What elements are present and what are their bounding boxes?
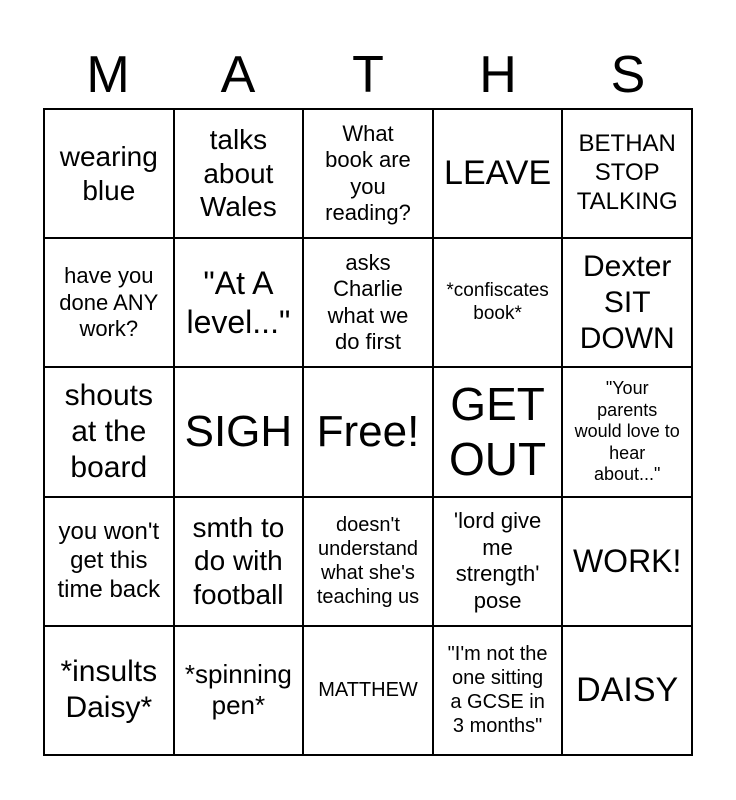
bingo-cell-label: Dexter SIT DOWN [579,249,675,355]
bingo-cell-label: DAISY [576,670,679,709]
bingo-cell-label: asks Charlie what we do first [327,250,409,355]
bingo-cell-label: LEAVE [444,154,552,193]
bingo-cell-r1c5[interactable] [562,109,692,238]
header-letter-m: M [86,46,130,104]
bingo-cell-r5c5[interactable] [562,626,692,755]
bingo-cell-r5c2[interactable] [174,626,304,755]
bingo-cell-label: shouts at the board [64,378,153,484]
bingo-cell-r1c4[interactable] [433,109,563,238]
bingo-cell-label: "Your parents would love to hear about..." [574,378,680,485]
bingo-cell-r3c1[interactable] [44,367,174,496]
bingo-cell-label: *confiscates book* [446,279,549,324]
bingo-cell-r4c2[interactable] [174,497,304,626]
bingo-cell-label: WORK! [572,543,682,579]
bingo-cell-label: "At A level..." [186,265,291,340]
bingo-cell-r4c5[interactable] [562,497,692,626]
bingo-cell-r4c3[interactable] [303,497,433,626]
bingo-cell-label: you won't get this time back [57,518,161,603]
bingo-cell-r3c5[interactable] [562,367,692,496]
bingo-cell-label: GET OUT [449,377,547,485]
bingo-cell-r4c1[interactable] [44,497,174,626]
bingo-cell-label: doesn't understand what she's teaching us [316,514,420,609]
bingo-cell-label: BETHAN STOP TALKING [576,130,678,215]
bingo-cell-r5c3[interactable] [303,626,433,755]
bingo-cell-r1c1[interactable] [44,109,174,238]
bingo-cell-label: *insults Daisy* [60,655,158,725]
header-letter-t: T [352,46,384,104]
bingo-cell-r4c4[interactable] [433,497,563,626]
bingo-cell-label: have you done ANY work? [59,263,159,341]
bingo-cell-r2c3[interactable] [303,238,433,367]
bingo-cell-label: *spinning pen* [184,659,292,721]
bingo-cell-label: wearing blue [59,141,158,206]
header-letter-s: S [610,46,646,104]
bingo-cell-free[interactable] [303,367,433,496]
bingo-cell-label: MATTHEW [318,679,418,702]
bingo-cell-r2c1[interactable] [44,238,174,367]
bingo-cell-label: smth to do with football [192,511,285,610]
header-letter-h: H [479,46,517,104]
bingo-grid [43,108,693,756]
bingo-cell-r2c4[interactable] [433,238,563,367]
bingo-cell-r3c4[interactable] [433,367,563,496]
bingo-cell-label: talks about Wales [200,124,277,223]
bingo-cell-r1c3[interactable] [303,109,433,238]
bingo-cell-label: SIGH [184,406,293,456]
bingo-header [43,42,693,108]
bingo-cell-label: 'lord give me strength' pose [453,508,542,613]
bingo-cell-r2c5[interactable] [562,238,692,367]
bingo-cell-r2c2[interactable] [174,238,304,367]
bingo-cell-label: What book are you reading? [325,120,411,225]
bingo-cell-r5c4[interactable] [433,626,563,755]
header-letter-a: A [220,46,256,104]
bingo-cell-r5c1[interactable] [44,626,174,755]
bingo-cell-r3c2[interactable] [174,367,304,496]
bingo-cell-label: Free! [316,406,420,456]
bingo-cell-r1c2[interactable] [174,109,304,238]
bingo-cell-label: "I'm not the one sitting a GCSE in 3 months" [447,643,548,738]
